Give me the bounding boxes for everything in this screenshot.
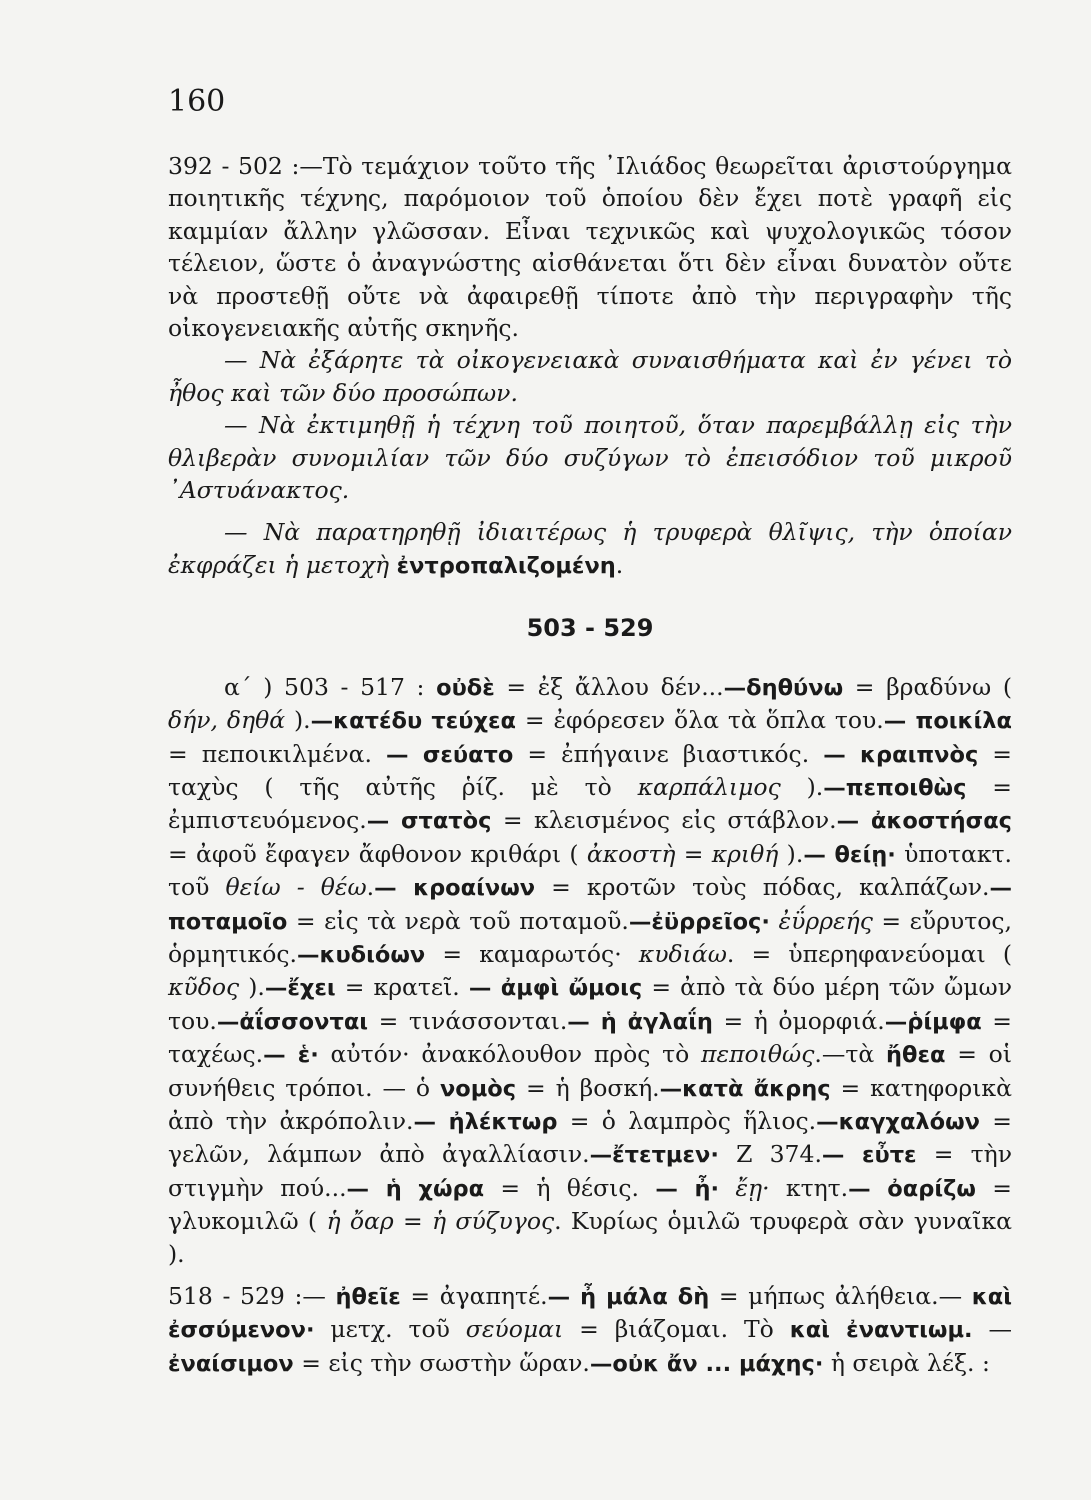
- headword: — ἀκοστήσας: [836, 808, 1012, 835]
- glossary-503-517: [168, 671, 1012, 1270]
- gloss-text: .: [814, 1040, 822, 1069]
- gloss-text: = βραδύνω (: [843, 672, 1013, 701]
- italic-term: πεποιθώς: [701, 1040, 815, 1069]
- gloss-text: 518 - 529 :—: [168, 1282, 336, 1310]
- italic-term: κυδιάω: [638, 939, 727, 968]
- gloss-text: —: [972, 1315, 1012, 1344]
- italic-term: κῦδος: [168, 973, 240, 1002]
- headword: καὶ ἐναντιωμ.: [789, 1317, 973, 1344]
- gloss-text: —: [938, 1282, 972, 1310]
- headword: —κυδιόων: [297, 941, 426, 968]
- headword: —ποταμοῖο: [168, 875, 1012, 935]
- gloss-text: = τινάσσονται.: [368, 1006, 568, 1035]
- gloss-text: = κρατεῖ.: [335, 973, 469, 1002]
- gloss-text: = εἰς τὰ νερὰ τοῦ ποταμοῦ.: [287, 906, 629, 935]
- gloss-text: αὐτόν· ἀνακόλουθον πρὸς τὸ: [318, 1040, 702, 1069]
- gloss-text: = κατηφορικὰ ἀπὸ τὴν ἀκρόπολιν.: [168, 1073, 1012, 1135]
- headword: — ἠλέκτωρ: [413, 1108, 558, 1135]
- gloss-text: = ἐξ ἄλλου δέν...: [494, 672, 724, 701]
- gloss-text: = ἐφόρεσεν ὅλα τὰ ὅπλα του.: [515, 706, 884, 735]
- gloss-text: = κροτῶν τοὺς πόδας, καλπάζων.: [535, 873, 990, 902]
- question-text: — Νὰ ἐκτιμηθῇ ἡ τέχνη τοῦ ποιητοῦ, ὅταν παρεμβάλλῃ εἰς τὴν θλιβερὰν συνομιλίαν τῶν δύο συζύγων τὸ ἐπεισόδιον τοῦ μικροῦ ᾿Αστυάνακτος.: [168, 411, 1012, 505]
- gloss-text: = ταχὺς ( τῆς αὐτῆς ῥίζ. μὲ τὸ: [168, 739, 1012, 801]
- headword: ἠθεῖε: [335, 1284, 401, 1310]
- paragraph-question-3: — Νὰ παρατηρηθῇ ἰδιαιτέρως ἡ τρυφερὰ θλῖψις, τὴν ὁποίαν ἐκφράζει ἡ μετοχὴ ἐντροπαλιζομένη.: [168, 518, 1012, 579]
- headword: —οὐκ ἄν ... μάχης·: [589, 1350, 824, 1377]
- headword: —ἔτετμεν·: [589, 1142, 719, 1169]
- italic-term: καρπάλιμος: [637, 772, 781, 801]
- headword: — ἡ χώρα: [346, 1175, 485, 1202]
- gloss-text: . = ὑπερηφανεύομαι (: [726, 939, 1012, 968]
- headword: καὶ ἐσσύμενον·: [168, 1284, 1012, 1344]
- headword: — σεύατο: [385, 741, 514, 768]
- gloss-text: = ἐπήγαινε βιαστικός.: [513, 739, 824, 768]
- headword: — ἑ·: [263, 1042, 319, 1069]
- headword: — ἦ μάλα δὴ: [547, 1284, 710, 1310]
- gloss-text: = εἰς τὴν σωστὴν ὥραν.: [293, 1348, 590, 1377]
- gloss-text: = μήπως ἀλήθεια.: [709, 1282, 939, 1310]
- question-text: — Νὰ ἐξάρητε τὰ οἰκογενειακὰ συναισθήματα καὶ ἐν γένει τὸ ἦθος καὶ τῶν δύο προσώπων.: [168, 346, 1012, 407]
- paragraph-392-502: 392 - 502 :—Τὸ τεμάχιον τοῦτο τῆς ᾿Ιλιάδος θεωρεῖται ἀριστούργημα ποιητικῆς τέχνης, παρόμοιον τοῦ ὁποίου δὲν ἔχει ποτὲ γραφῆ εἰς καμμίαν ἄλλην γλῶσσαν. Εἶναι τεχνικῶς καὶ ψυχολογικῶς τόσον τέλειον, ὥστε ὁ ἀναγνώστης αἰσθάνεται ὅτι δὲν εἶναι δυνατὸν οὔτε νὰ προστεθῇ οὔτε νὰ ἀφαιρεθῇ τίποτε ἀπὸ τὴν περιγραφὴν τῆς οἰκογενειακῆς αὐτῆς σκηνῆς.: [168, 152, 1012, 343]
- headword: — κροαίνων: [374, 875, 536, 902]
- italic-term: ἔῃ·: [735, 1173, 770, 1202]
- gloss-text: ἡ σειρὰ λέξ. :: [823, 1348, 990, 1377]
- headword: ἤθεα: [886, 1042, 946, 1069]
- gloss-text: = εὔρυτος, ὁρμητικός.: [168, 906, 1012, 968]
- paragraph-question-2: [168, 409, 1012, 506]
- headword: — στατὸς: [366, 808, 492, 835]
- gloss-text: . Κυρίως ὁμιλῶ τρυφερὰ σὰν γυναῖκα ).: [168, 1207, 1013, 1268]
- gloss-text: = οἱ συνήθεις τρόποι. — ὁ: [168, 1040, 1013, 1102]
- gloss-text: = ἀφοῦ ἔφαγεν ἄφθονον κριθάρι (: [168, 839, 587, 868]
- headword: — ὀαρίζω: [848, 1175, 976, 1202]
- headword: —δηθύνω: [723, 674, 844, 701]
- question-text: — Νὰ παρατηρηθῇ ἰδιαιτέρως ἡ τρυφερὰ θλῖψις, τὴν ὁποίαν ἐκφράζει ἡ μετοχὴ: [168, 518, 1012, 579]
- gloss-text: α΄ ) 503 - 517 :: [224, 672, 437, 701]
- headword: — ἦ·: [655, 1175, 720, 1202]
- gloss-text: = ταχέως.: [168, 1006, 1012, 1069]
- gloss-text: = τὴν στιγμὴν πού...: [168, 1140, 1013, 1202]
- gloss-text: = ἡ ὀμορφιά.: [712, 1006, 885, 1035]
- gloss-text: = ἀγαπητέ.: [400, 1282, 548, 1310]
- headword: νομὸς: [439, 1075, 517, 1102]
- headword: ἐναίσιμον: [168, 1350, 294, 1377]
- headword: — ποικίλα: [883, 708, 1012, 735]
- headword: — ἡ ἀγλαΐη: [567, 1008, 713, 1035]
- gloss-text: Ζ 374.: [718, 1140, 822, 1169]
- gloss-text: = ὁ λαμπρὸς ἥλιος.: [557, 1106, 817, 1135]
- gloss-text: μετχ. τοῦ: [314, 1315, 466, 1344]
- gloss-text: ).: [239, 973, 265, 1002]
- headword: —ἔχει: [264, 975, 336, 1002]
- headword: — εὖτε: [821, 1142, 917, 1169]
- headword: —ἀΐσσονται: [216, 1008, 369, 1035]
- italic-term: ἀκοστὴ = κριθή: [586, 839, 779, 868]
- gloss-text: ).: [778, 839, 804, 868]
- headword: — θείῃ·: [803, 841, 896, 868]
- section-heading: 503 - 529: [526, 614, 654, 643]
- glossary-518-529: [168, 1280, 1012, 1380]
- gloss-text: = γλυκομιλῶ (: [168, 1173, 1012, 1236]
- gloss-text: = ἡ βοσκή.: [516, 1073, 660, 1102]
- gloss-text: = κλεισμένος εἰς στάβλον.: [491, 806, 837, 835]
- gloss-text: = βιάζομαι. Τὸ: [563, 1315, 790, 1344]
- italic-term: δήν, δηθά: [168, 706, 286, 735]
- italic-term: θείω - θέω: [225, 873, 367, 902]
- headword: —ῥίμφα: [884, 1008, 982, 1035]
- gloss-text: = πεποικιλμένα.: [168, 739, 386, 768]
- headword: ἐντροπαλιζομένη: [396, 552, 616, 579]
- gloss-text: = ἡ θέσις.: [484, 1173, 656, 1202]
- gloss-text: [719, 1174, 735, 1202]
- gloss-text: ὑποτακτ. τοῦ: [168, 839, 1012, 902]
- gloss-text: ).: [285, 706, 311, 735]
- headword: —καγχαλόων: [816, 1108, 980, 1135]
- headword: — κραιπνὸς: [823, 741, 979, 768]
- headword: —κατέδυ τεύχεα: [310, 708, 516, 735]
- gloss-text: .: [366, 873, 375, 902]
- gloss-text: ).: [780, 772, 824, 801]
- paragraph-question-1: [168, 344, 1012, 409]
- body-text: [168, 150, 1012, 1380]
- italic-term: σεύομαι: [465, 1315, 564, 1344]
- italic-term: ἐΰρρεής: [778, 906, 873, 935]
- headword: —πεποιθὼς: [823, 774, 967, 801]
- gloss-text: = ἀπὸ τὰ δύο μέρη τῶν ὤμων του.: [168, 973, 1012, 1035]
- headword: —κατὰ ἄκρης: [659, 1075, 831, 1102]
- headword: — ἀμφὶ ὤμοις: [468, 975, 643, 1002]
- gloss-text: = γελῶν, λάμπων ἀπὸ ἀγαλλίασιν.: [168, 1106, 1012, 1169]
- page-number: 160: [168, 84, 226, 119]
- headword: —ἐϋρρεῖος·: [628, 908, 770, 935]
- italic-term: ἡ ὄαρ = ἡ σύζυγος: [326, 1207, 555, 1236]
- gloss-text: κτητ.: [769, 1173, 849, 1202]
- gloss-text: = καμαρωτός·: [425, 939, 639, 968]
- gloss-text: —τὰ: [821, 1040, 886, 1069]
- headword: οὐδὲ: [436, 674, 495, 701]
- gloss-text: = ἐμπιστευόμενος.: [168, 772, 1012, 835]
